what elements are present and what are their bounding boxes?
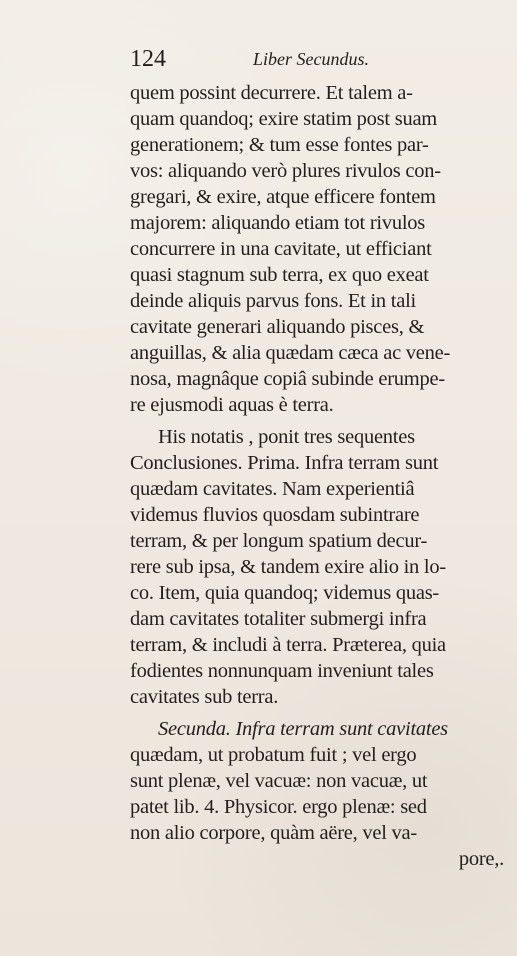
text-line: dam cavitates totaliter submergi infra [130, 608, 427, 630]
text-line: pore,. [458, 848, 504, 870]
text-line: quædam, ut probatum fuit ; vel ergo [130, 744, 417, 766]
text-line: His notatis , ponit tres sequentes [158, 426, 415, 448]
text-line: Conclusiones. Prima. Infra terram sunt [130, 452, 439, 474]
text-line: sunt plenæ, vel vacuæ: non vacuæ, ut [130, 770, 428, 792]
text-line: fodientes nonnunquam inveniunt tales [130, 660, 434, 682]
main-text-block [130, 80, 512, 872]
text-line: deinde aliquis parvus fons. Et in tali [130, 290, 416, 312]
text-line: quædam cavitates. Nam experientiâ [130, 478, 415, 500]
text-line: re ejusmodi aquas è terra. [130, 394, 334, 416]
text-line: videmus fluvios quosdam subintrare [130, 504, 420, 526]
page-header [130, 46, 410, 72]
text-line: rere sub ipsa, & tandem exire alio in lo- [130, 556, 446, 578]
text-line: terram, & includi à terra. Præterea, quia [130, 634, 446, 656]
text-line: non alio corpore, quàm aëre, vel va- [130, 822, 417, 844]
text-line: co. Item, quia quandoq; videmus quas- [130, 582, 440, 604]
text-line: majorem: aliquando etiam tot rivulos [130, 212, 426, 234]
running-head: Liber Secundus. [253, 49, 369, 69]
text-line: generationem; & tum esse fontes par- [130, 134, 429, 156]
text-line: quem possint decurrere. Et talem a- [130, 82, 413, 104]
text-line: cavitates sub terra. [130, 686, 279, 708]
page-number: 124 [130, 46, 166, 72]
text-line: quasi stagnum sub terra, ex quo exeat [130, 264, 429, 286]
text-line: gregari, & exire, atque efficere fontem [130, 186, 436, 208]
text-line: nosa, magnâque copiâ subinde erumpe- [130, 368, 445, 390]
text-line: vos: aliquando verò plures rivulos con- [130, 160, 441, 182]
text-line: Secunda. Infra terram sunt cavitates [158, 718, 448, 740]
text-line: concurrere in una cavitate, ut efficiant [130, 238, 432, 260]
text-line: patet lib. 4. Physicor. ergo plenæ: sed [130, 796, 427, 818]
text-line: cavitate generari aliquando pisces, & [130, 316, 425, 338]
text-line: terram, & per longum spatium decur- [130, 530, 428, 552]
text-line: quam quandoq; exire statim post suam [130, 108, 437, 130]
text-line: anguillas, & alia quædam cæca ac vene- [130, 342, 451, 364]
